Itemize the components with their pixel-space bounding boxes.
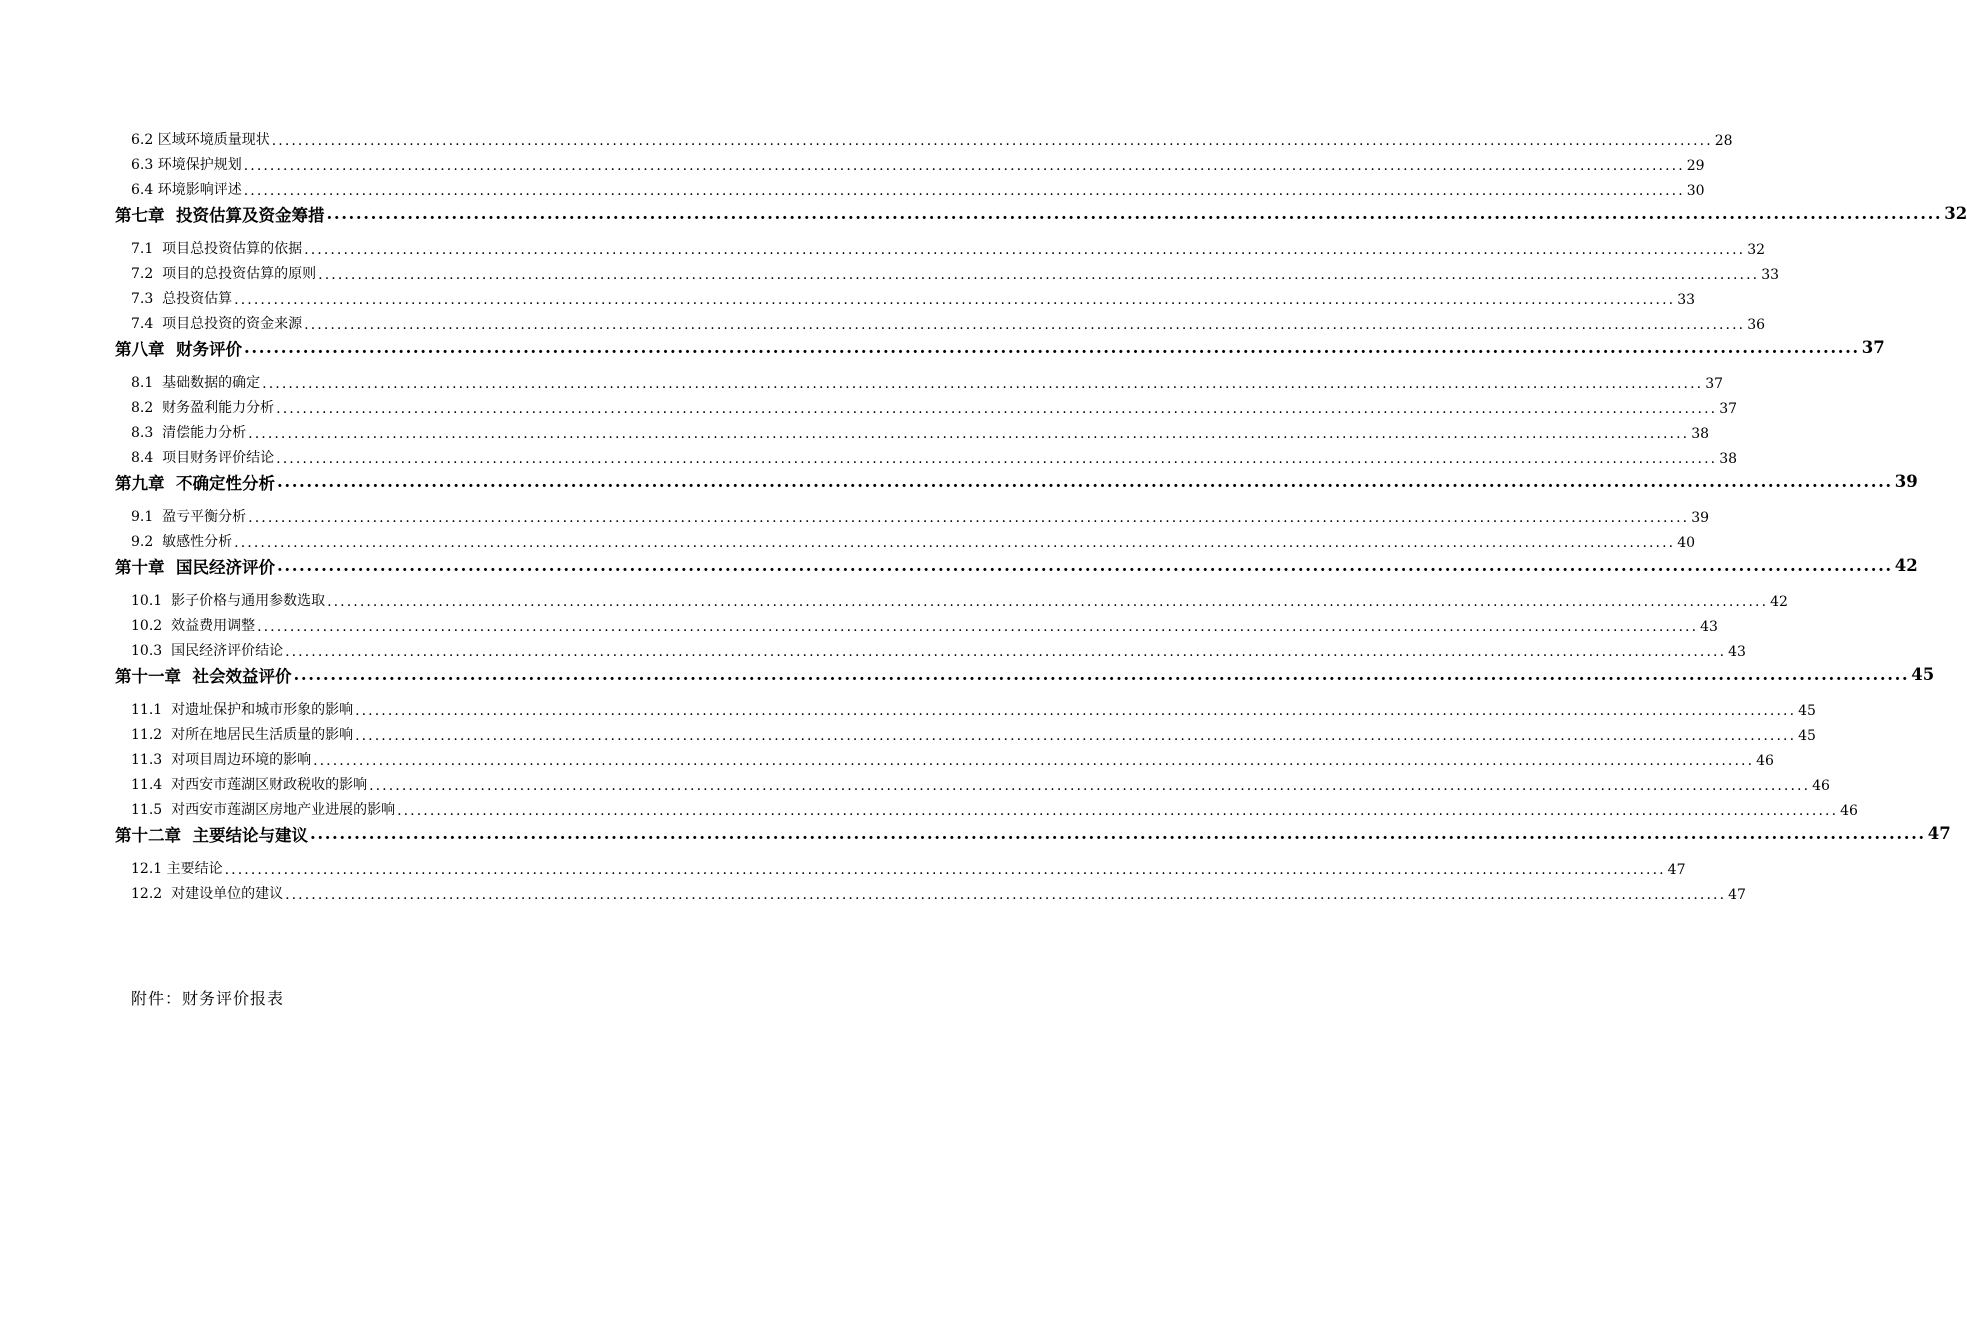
toc-entry-title: 12.1 主要结论	[131, 861, 223, 877]
toc-page-number: 45	[1798, 728, 1816, 744]
toc-leader-dots: ............................................................................................................................................................................................................................	[257, 619, 1699, 635]
toc-page-number: 38	[1719, 451, 1738, 467]
toc-leader-dots: ............................................................................................................................................................................................................................	[248, 510, 1690, 526]
toc-entry-title: 10.2 效益费用调整	[131, 618, 256, 634]
toc-page-number: 46	[1756, 753, 1774, 769]
toc-leader-dots: ............................................................................................................................................................................................................................	[397, 803, 1839, 819]
toc-leader-dots: ............................................................................................................................................................................................................................	[285, 887, 1727, 903]
toc-section-entry[interactable]	[0, 283, 1696, 308]
toc-section-entry[interactable]	[0, 174, 1705, 199]
toc-leader-dots: ............................................................................................................................................................................................................................	[293, 665, 1910, 684]
toc-page-number: 32	[1944, 204, 1967, 223]
toc-page-number: 32	[1747, 242, 1766, 258]
toc-page-number: 45	[1798, 703, 1816, 719]
toc-section-entry[interactable]	[0, 124, 1733, 149]
toc-entry-title: 10.3 国民经济评价结论	[131, 643, 284, 659]
toc-entry-title: 7.1 项目总投资估算的依据	[131, 241, 303, 257]
toc-page-number: 42	[1770, 594, 1788, 610]
toc-section-entry[interactable]	[0, 610, 1718, 635]
toc-leader-dots: ............................................................................................................................................................................................................................	[276, 401, 1718, 417]
toc-page-number: 47	[1728, 887, 1746, 903]
toc-page-number: 29	[1686, 158, 1705, 174]
toc-section-entry[interactable]	[0, 367, 1724, 392]
toc-leader-dots: ............................................................................................................................................................................................................................	[285, 644, 1727, 660]
table-of-contents	[0, 124, 1967, 903]
toc-entry-title: 8.1 基础数据的确定	[131, 375, 261, 391]
toc-section-entry[interactable]	[0, 769, 1830, 794]
toc-leader-dots: ............................................................................................................................................................................................................................	[355, 728, 1797, 744]
toc-leader-dots: ............................................................................................................................................................................................................................	[234, 535, 1676, 551]
toc-section-entry[interactable]	[0, 853, 1686, 878]
toc-leader-dots: ............................................................................................................................................................................................................................	[243, 158, 1685, 174]
toc-leader-dots: ............................................................................................................................................................................................................................	[243, 183, 1685, 199]
toc-leader-dots: ............................................................................................................................................................................................................................	[327, 594, 1769, 610]
toc-page-number: 36	[1747, 317, 1766, 333]
toc-entry-title: 11.4 对西安市莲湖区财政税收的影响	[131, 777, 368, 793]
toc-leader-dots: ............................................................................................................................................................................................................................	[271, 133, 1713, 149]
toc-entry-title: 8.4 项目财务评价结论	[131, 450, 275, 466]
toc-leader-dots: ............................................................................................................................................................................................................................	[369, 778, 1811, 794]
toc-section-entry[interactable]	[0, 417, 1710, 442]
toc-entry-title: 12.2 对建设单位的建议	[131, 886, 284, 902]
toc-chapter-entry[interactable]	[0, 551, 1918, 585]
toc-entry-title: 第八章 财务评价	[115, 339, 242, 359]
toc-entry-title: 第十二章 主要结论与建议	[115, 825, 308, 845]
toc-entry-title: 8.2 财务盈利能力分析	[131, 400, 275, 416]
toc-chapter-entry[interactable]	[0, 819, 1951, 853]
toc-page-number: 43	[1728, 644, 1746, 660]
toc-section-entry[interactable]	[0, 635, 1746, 660]
toc-entry-title: 7.3 总投资估算	[131, 291, 233, 307]
toc-leader-dots: ............................................................................................................................................................................................................................	[304, 242, 1746, 258]
toc-page-number: 30	[1686, 183, 1705, 199]
toc-page-number: 46	[1840, 803, 1858, 819]
toc-chapter-entry[interactable]	[0, 660, 1935, 694]
toc-entry-title: 第七章 投资估算及资金筹措	[115, 205, 325, 225]
toc-entry-title: 11.2 对所在地居民生活质量的影响	[131, 727, 354, 743]
toc-section-entry[interactable]	[0, 442, 1738, 467]
toc-leader-dots: ............................................................................................................................................................................................................................	[276, 451, 1718, 467]
toc-entry-title: 6.4 环境影响评述	[131, 182, 242, 198]
toc-page-number: 46	[1812, 778, 1830, 794]
toc-section-entry[interactable]	[0, 744, 1774, 769]
toc-section-entry[interactable]	[0, 501, 1710, 526]
toc-section-entry[interactable]	[0, 258, 1780, 283]
toc-entry-title: 10.1 影子价格与通用参数选取	[131, 593, 326, 609]
toc-page-number: 37	[1705, 376, 1724, 392]
toc-section-entry[interactable]	[0, 794, 1858, 819]
toc-section-entry[interactable]	[0, 233, 1766, 258]
toc-entry-title: 9.2 敏感性分析	[131, 534, 233, 550]
toc-entry-title: 6.2 区域环境质量现状	[131, 132, 270, 148]
toc-leader-dots: ............................................................................................................................................................................................................................	[318, 267, 1760, 283]
toc-page-number: 37	[1719, 401, 1738, 417]
toc-section-entry[interactable]	[0, 149, 1705, 174]
toc-page-number: 28	[1714, 133, 1733, 149]
toc-entry-title: 7.2 项目的总投资估算的原则	[131, 266, 317, 282]
toc-page-number: 47	[1927, 824, 1951, 843]
toc-leader-dots: ............................................................................................................................................................................................................................	[248, 426, 1690, 442]
toc-leader-dots: ............................................................................................................................................................................................................................	[262, 376, 1704, 392]
toc-section-entry[interactable]	[0, 392, 1738, 417]
toc-leader-dots: ............................................................................................................................................................................................................................	[234, 292, 1676, 308]
toc-section-entry[interactable]	[0, 694, 1816, 719]
toc-leader-dots: ............................................................................................................................................................................................................................	[304, 317, 1746, 333]
toc-entry-title: 8.3 清偿能力分析	[131, 425, 247, 441]
toc-section-entry[interactable]	[0, 878, 1746, 903]
toc-page-number: 38	[1691, 426, 1710, 442]
toc-page-number: 42	[1894, 556, 1918, 575]
toc-entry-title: 11.3 对项目周边环境的影响	[131, 752, 312, 768]
toc-leader-dots: ............................................................................................................................................................................................................................	[224, 862, 1666, 878]
toc-entry-title: 第九章 不确定性分析	[115, 473, 275, 493]
toc-leader-dots: ............................................................................................................................................................................................................................	[313, 753, 1755, 769]
toc-page-number: 47	[1667, 862, 1686, 878]
appendix-note: 附件：财务评价报表	[131, 989, 285, 1008]
toc-section-entry[interactable]	[0, 585, 1788, 610]
toc-page-number: 43	[1700, 619, 1718, 635]
toc-leader-dots: ............................................................................................................................................................................................................................	[244, 338, 1860, 357]
toc-page-number: 45	[1911, 665, 1935, 684]
toc-page-number: 33	[1761, 267, 1780, 283]
toc-entry-title: 6.3 环境保护规划	[131, 157, 242, 173]
toc-entry-title: 第十章 国民经济评价	[115, 557, 275, 577]
toc-leader-dots: ............................................................................................................................................................................................................................	[277, 472, 1893, 491]
toc-chapter-entry[interactable]	[0, 467, 1918, 501]
toc-entry-title: 11.5 对西安市莲湖区房地产业进展的影响	[131, 802, 396, 818]
toc-leader-dots: ............................................................................................................................................................................................................................	[326, 204, 1943, 223]
toc-leader-dots: ............................................................................................................................................................................................................................	[277, 556, 1893, 575]
toc-page-number: 37	[1861, 338, 1885, 357]
toc-entry-title: 9.1 盈亏平衡分析	[131, 509, 247, 525]
toc-page-number: 33	[1677, 292, 1696, 308]
toc-page-number: 40	[1677, 535, 1696, 551]
toc-entry-title: 第十一章 社会效益评价	[115, 666, 292, 686]
toc-leader-dots: ............................................................................................................................................................................................................................	[310, 824, 1926, 843]
toc-section-entry[interactable]	[0, 308, 1766, 333]
toc-chapter-entry[interactable]	[0, 199, 1967, 233]
toc-section-entry[interactable]	[0, 526, 1696, 551]
toc-entry-title: 7.4 项目总投资的资金来源	[131, 316, 303, 332]
toc-leader-dots: ............................................................................................................................................................................................................................	[355, 703, 1797, 719]
toc-page-number: 39	[1894, 472, 1918, 491]
toc-section-entry[interactable]	[0, 719, 1816, 744]
toc-entry-title: 11.1 对遗址保护和城市形象的影响	[131, 702, 354, 718]
toc-chapter-entry[interactable]	[0, 333, 1885, 367]
toc-page-number: 39	[1691, 510, 1710, 526]
